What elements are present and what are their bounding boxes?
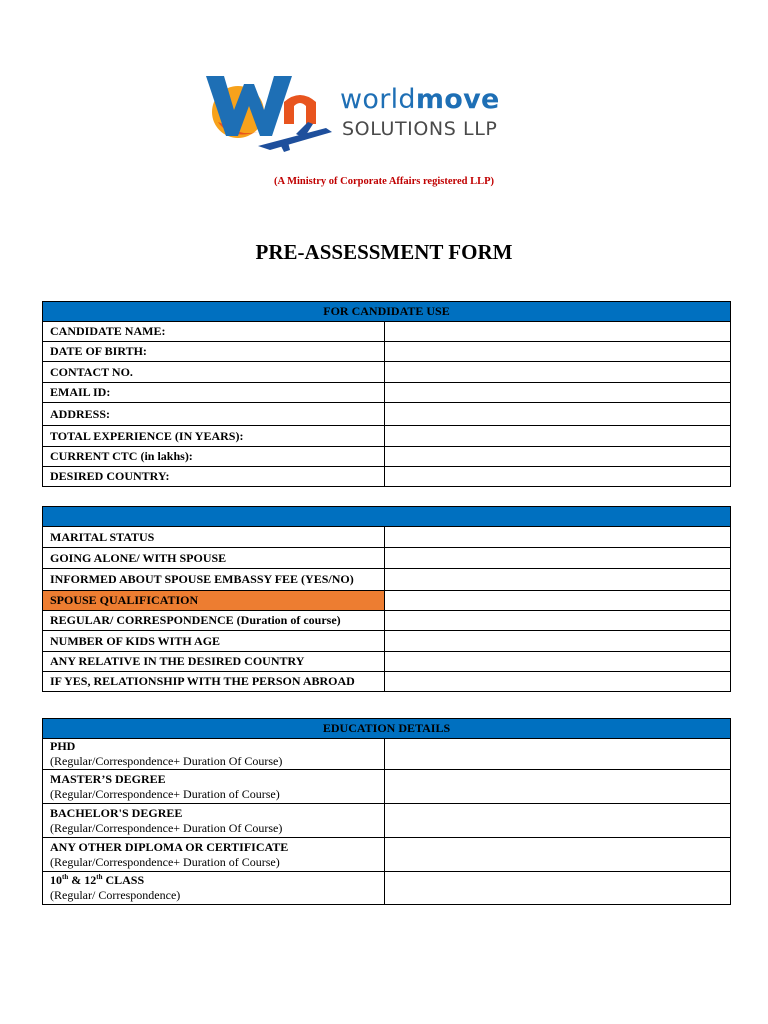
label-relative-in-country: ANY RELATIVE IN THE DESIRED COUNTRY <box>43 652 385 672</box>
label-date-of-birth: DATE OF BIRTH: <box>43 342 385 362</box>
label-other-diploma-sub: (Regular/Correspondence+ Duration of Course) <box>50 854 280 869</box>
label-masters-sub: (Regular/Correspondence+ Duration of Course) <box>50 786 280 801</box>
field-spouse-qualification[interactable] <box>385 591 731 611</box>
label-phd: PHD (Regular/Correspondence+ Duration Of Course) <box>43 739 385 770</box>
field-address[interactable] <box>385 403 731 426</box>
field-number-of-kids[interactable] <box>385 631 731 652</box>
label-marital-status: MARITAL STATUS <box>43 527 385 548</box>
field-marital-status[interactable] <box>385 527 731 548</box>
label-desired-country: DESIRED COUNTRY: <box>43 467 385 487</box>
field-going-alone[interactable] <box>385 548 731 569</box>
brand-name: worldmove <box>340 84 500 115</box>
label-email-id: EMAIL ID: <box>43 383 385 403</box>
label-10th-12th-sub: (Regular/ Correspondence) <box>50 888 181 902</box>
label-contact-no: CONTACT NO. <box>43 362 385 383</box>
candidate-table <box>42 301 731 487</box>
education-table-header: EDUCATION DETAILS <box>43 719 731 739</box>
field-total-experience[interactable] <box>385 426 731 447</box>
field-current-ctc[interactable] <box>385 447 731 467</box>
form-title: PRE-ASSESSMENT FORM <box>255 240 513 264</box>
label-spouse-embassy-fee: INFORMED ABOUT SPOUSE EMBASSY FEE (YES/NO) <box>43 569 385 591</box>
label-going-alone: GOING ALONE/ WITH SPOUSE <box>43 548 385 569</box>
label-masters-degree: MASTER’S DEGREE (Regular/Correspondence+ Duration of Course) <box>43 770 385 804</box>
family-table-header <box>43 507 731 527</box>
label-10th-12th-class: 10th & 12th CLASS (Regular/ Correspondence) <box>43 872 385 905</box>
field-desired-country[interactable] <box>385 467 731 487</box>
field-relative-in-country[interactable] <box>385 652 731 672</box>
family-table <box>42 506 731 692</box>
label-spouse-qualification: SPOUSE QUALIFICATION <box>43 591 385 611</box>
label-address: ADDRESS: <box>43 403 385 426</box>
label-total-experience: TOTAL EXPERIENCE (IN YEARS): <box>43 426 385 447</box>
field-bachelors-degree[interactable] <box>385 804 731 838</box>
label-other-diploma: ANY OTHER DIPLOMA OR CERTIFICATE (Regular/Correspondence+ Duration of Course) <box>43 838 385 872</box>
field-10th-12th-class[interactable] <box>385 872 731 905</box>
label-number-of-kids: NUMBER OF KIDS WITH AGE <box>43 631 385 652</box>
brand-subtitle: SOLUTIONS LLP <box>342 118 498 140</box>
label-relationship-abroad: IF YES, RELATIONSHIP WITH THE PERSON ABROAD <box>43 672 385 692</box>
registration-tagline: (A Ministry of Corporate Affairs registered LLP) <box>273 176 495 187</box>
field-regular-correspondence[interactable] <box>385 611 731 631</box>
label-phd-sub: (Regular/Correspondence+ Duration Of Course) <box>50 754 283 768</box>
candidate-table-header: FOR CANDIDATE USE <box>43 302 731 322</box>
field-date-of-birth[interactable] <box>385 342 731 362</box>
education-table <box>42 718 731 905</box>
label-regular-correspondence: REGULAR/ CORRESPONDENCE (Duration of course) <box>43 611 385 631</box>
company-logo <box>200 62 530 158</box>
wm-logo-icon <box>200 62 340 158</box>
label-candidate-name: CANDIDATE NAME: <box>43 322 385 342</box>
field-contact-no[interactable] <box>385 362 731 383</box>
field-relationship-abroad[interactable] <box>385 672 731 692</box>
label-bachelors-sub: (Regular/Correspondence+ Duration Of Course) <box>50 820 283 835</box>
field-phd[interactable] <box>385 739 731 770</box>
field-spouse-embassy-fee[interactable] <box>385 569 731 591</box>
field-other-diploma[interactable] <box>385 838 731 872</box>
field-masters-degree[interactable] <box>385 770 731 804</box>
field-email-id[interactable] <box>385 383 731 403</box>
label-bachelors-degree: BACHELOR'S DEGREE (Regular/Correspondence+ Duration Of Course) <box>43 804 385 838</box>
label-current-ctc: CURRENT CTC (in lakhs): <box>43 447 385 467</box>
field-candidate-name[interactable] <box>385 322 731 342</box>
